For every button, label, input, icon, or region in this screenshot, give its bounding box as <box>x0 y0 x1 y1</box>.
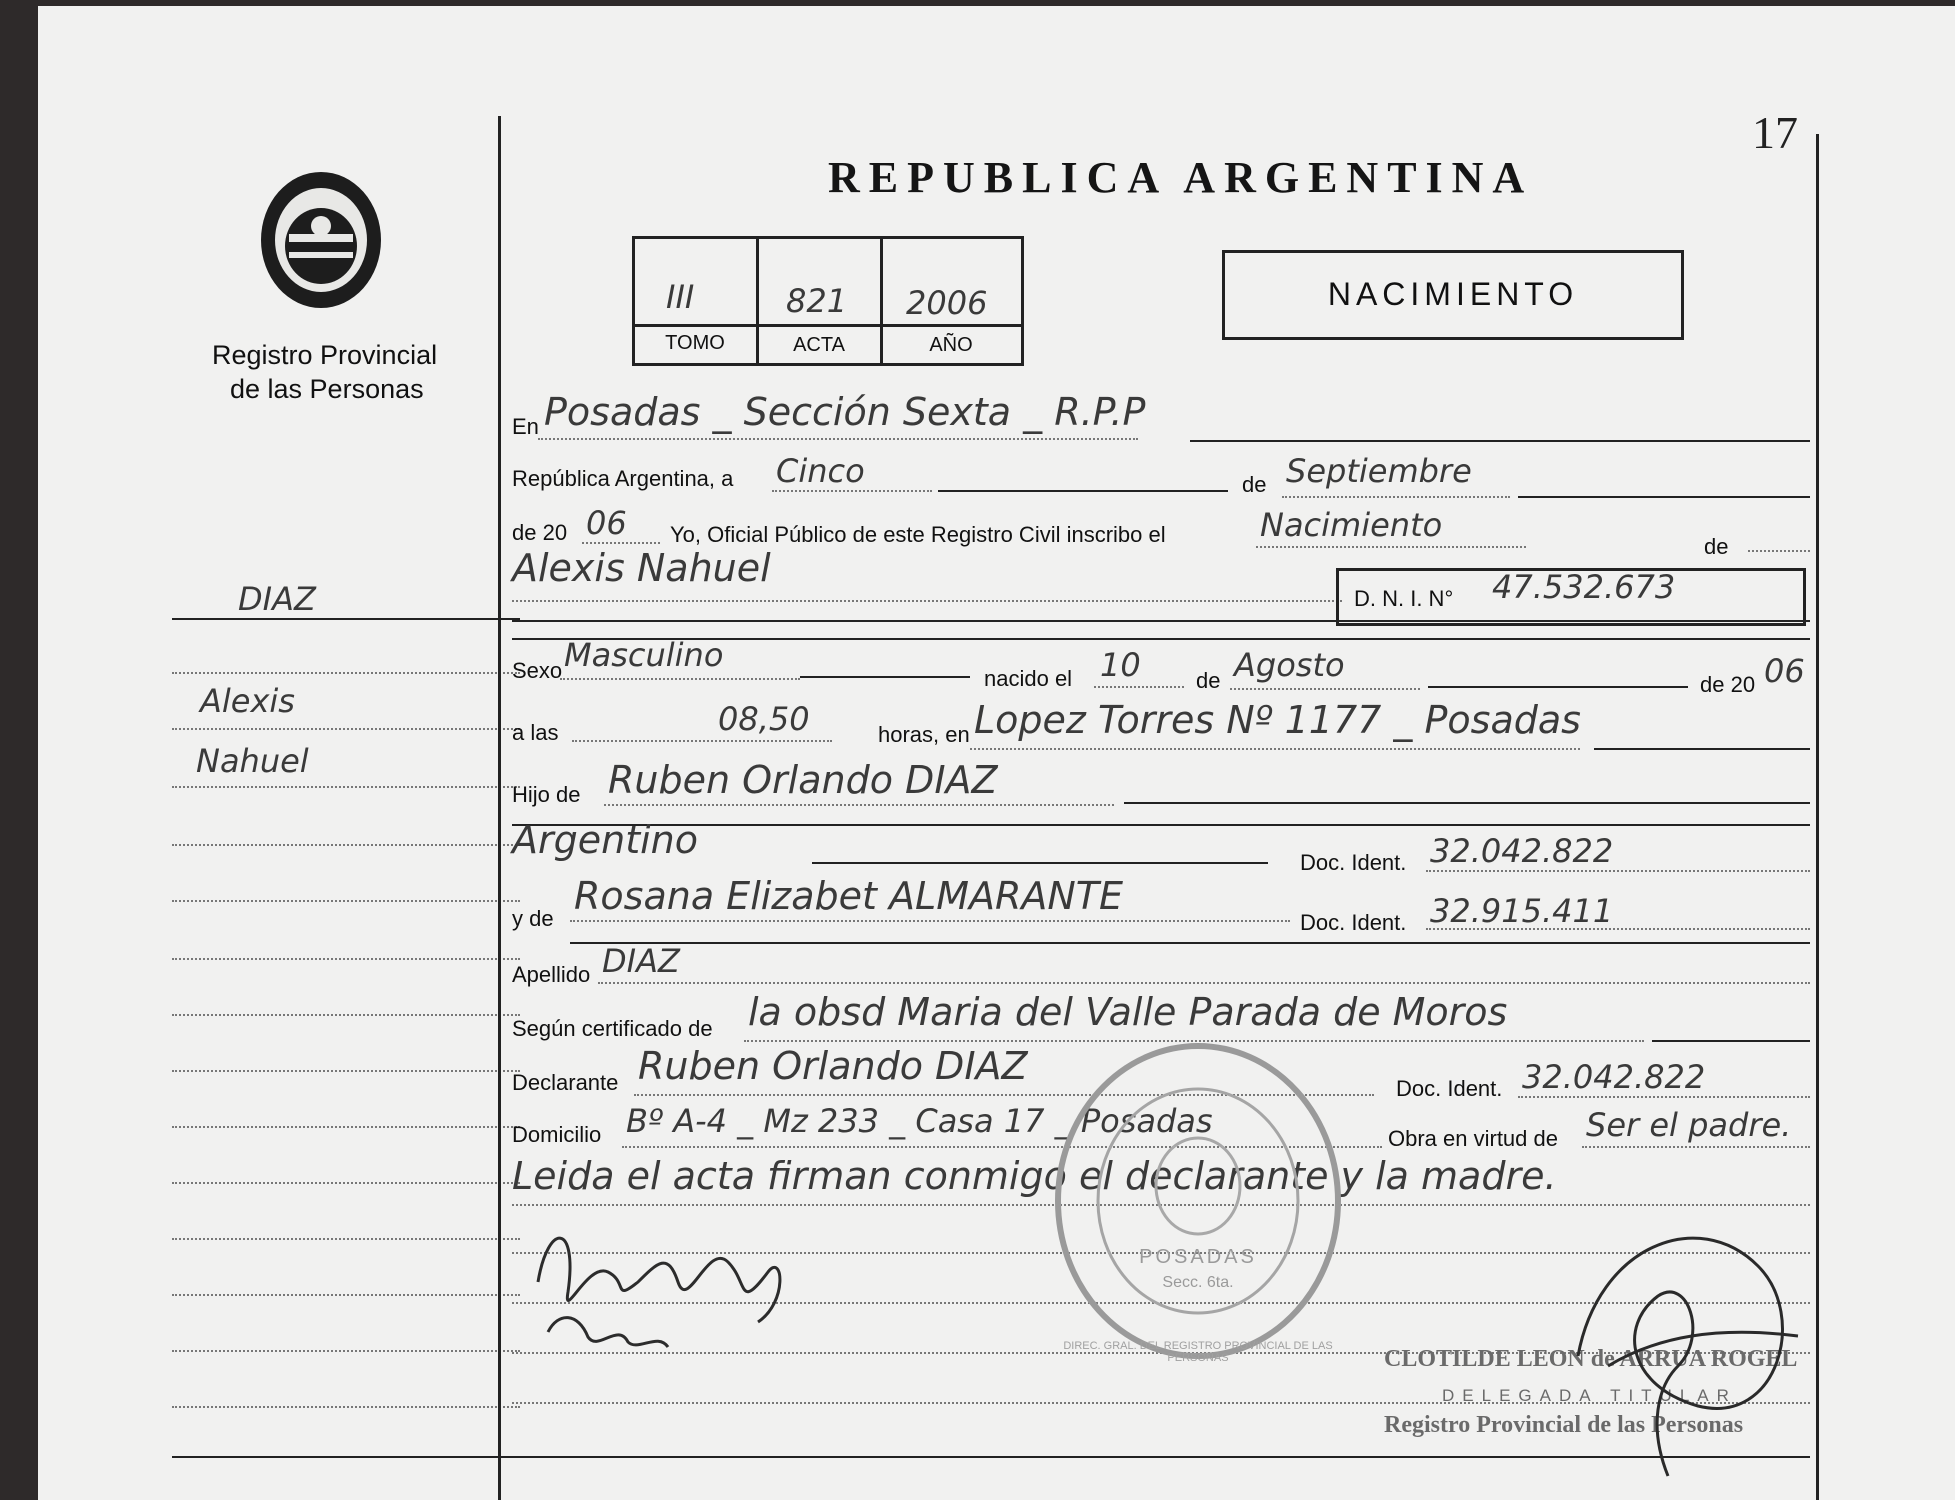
official-stamp <box>1048 1036 1348 1366</box>
yde-label: y de <box>512 906 554 931</box>
signature-left-icon <box>518 1202 818 1362</box>
solid-line <box>800 676 970 678</box>
margin-line <box>172 1456 520 1458</box>
dotted-line <box>512 600 1342 602</box>
dotted-line <box>1282 496 1510 498</box>
dotted-line <box>560 678 800 680</box>
margin-dotted-line <box>172 728 520 730</box>
mother-value: Rosana Elizabet ALMARANTE <box>574 874 1124 918</box>
margin-surname: DIAZ <box>238 580 316 618</box>
official-office: Registro Provincial de las Personas <box>1384 1412 1744 1438</box>
margin-dotted-line <box>172 1182 520 1184</box>
margin-dotted-line <box>172 672 520 674</box>
anio-label: AÑO <box>929 334 973 356</box>
dotted-line <box>1426 870 1810 872</box>
de-label: de <box>1242 472 1267 497</box>
page-number: 17 <box>1752 107 1798 158</box>
oficial-label: Yo, Oficial Público de este Registro Civil inscribo el <box>670 522 1166 547</box>
stamp-icon <box>1048 1036 1348 1366</box>
hijo-label: Hijo de <box>512 782 581 807</box>
tomo-value: III <box>666 278 695 316</box>
de-label-3: de <box>1196 668 1221 693</box>
record-type-label: NACIMIENTO <box>1327 276 1579 312</box>
dotted-line <box>1256 546 1526 548</box>
day-value: Cinco <box>776 452 865 490</box>
stamp-center-line2: Secc. 6ta. <box>1162 1274 1234 1291</box>
sex-value: Masculino <box>564 636 724 674</box>
horas-label: horas, en <box>878 722 970 747</box>
father-value: Ruben Orlando DIAZ <box>608 758 998 802</box>
margin-dotted-line <box>172 1126 520 1128</box>
acta-label: ACTA <box>793 334 845 356</box>
republica-label: República Argentina, a <box>512 466 734 491</box>
margin-dotted-line <box>172 958 520 960</box>
declarante-label: Declarante <box>512 1070 619 1095</box>
dotted-line <box>1748 550 1810 552</box>
dotted-line <box>1230 688 1420 690</box>
anio-value: 2006 <box>906 284 988 322</box>
dotted-line <box>1426 928 1810 930</box>
dotted-line <box>1094 686 1184 688</box>
birth-day-value: 10 <box>1100 646 1141 684</box>
doc-label-father: Doc. Ident. <box>1300 850 1407 875</box>
dotted-line <box>598 982 1810 984</box>
declarant-value: Ruben Orlando DIAZ <box>638 1044 1028 1088</box>
birth-place-value: Lopez Torres Nº 1177 _ Posadas <box>974 698 1581 742</box>
nacido-label: nacido el <box>984 666 1073 691</box>
registry-name-line2: de las Personas <box>230 374 424 404</box>
margin-dotted-line <box>172 1070 520 1072</box>
stamp-ring-text: DIREC. GRAL. DEL REGISTRO PROVINCIAL DE LAS PERSONAS <box>1063 1340 1333 1364</box>
dotted-line <box>582 542 660 544</box>
de20-label-2: de 20 <box>1700 672 1756 697</box>
solid-line <box>512 620 1810 622</box>
hour-value: 08,50 <box>718 700 810 738</box>
frame-left-rule <box>498 116 501 1500</box>
document-page <box>38 6 1955 1500</box>
year-suffix: 06 <box>586 504 627 542</box>
solid-line <box>570 942 1810 944</box>
solid-line <box>512 824 1810 826</box>
tomo-label: TOMO <box>665 332 725 354</box>
solid-line <box>1124 802 1810 804</box>
obra-label: Obra en virtud de <box>1388 1126 1558 1151</box>
alas-label: a las <box>512 720 559 745</box>
de20-label: de 20 <box>512 520 568 545</box>
solid-line <box>812 862 1268 864</box>
birth-year-suffix: 06 <box>1764 652 1805 690</box>
declarant-doc-value: 32.042.822 <box>1522 1058 1706 1096</box>
dni-label: D. N. I. N° <box>1354 586 1454 611</box>
solid-line <box>938 490 1228 492</box>
dotted-line <box>538 438 1138 440</box>
margin-dotted-line <box>172 1350 520 1352</box>
province-seal-icon <box>256 168 386 318</box>
registry-name-line1: Registro Provincial <box>212 340 438 370</box>
capacity-value: Ser el padre. <box>1586 1106 1792 1144</box>
mother-doc-value: 32.915.411 <box>1430 892 1614 930</box>
stamp-center-line1: POSADAS <box>1139 1246 1257 1268</box>
margin-dotted-line <box>172 786 520 788</box>
solid-line <box>1428 686 1688 688</box>
margin-dotted-line <box>172 844 520 846</box>
margin-line <box>172 618 520 620</box>
dotted-line <box>1582 1146 1810 1148</box>
dotted-line <box>772 490 932 492</box>
box-divider <box>632 324 1022 327</box>
address-value: Bº A-4 _ Mz 233 _ Casa 17 _ Posadas <box>626 1102 1213 1140</box>
declarant-signature <box>518 1202 818 1362</box>
certificate-value: la obsd Maria del Valle Parada de Moros <box>748 990 1508 1034</box>
solid-line <box>1190 440 1810 442</box>
margin-dotted-line <box>172 1406 520 1408</box>
doc-label-declarant: Doc. Ident. <box>1396 1076 1503 1101</box>
doc-label-mother: Doc. Ident. <box>1300 910 1407 935</box>
father-nationality-value: Argentino <box>512 818 698 862</box>
margin-dotted-line <box>172 900 520 902</box>
official-role: DELEGADA TITULAR <box>1442 1386 1737 1405</box>
en-label: En <box>512 414 539 439</box>
solid-line <box>1518 496 1810 498</box>
birth-month-value: Agosto <box>1234 646 1345 684</box>
child-names-value: Alexis Nahuel <box>512 546 771 590</box>
solid-line <box>1652 1040 1810 1042</box>
dotted-line <box>604 804 1114 806</box>
margin-name2: Nahuel <box>196 742 309 780</box>
official-name: CLOTILDE LEON de ARRUA ROGEL <box>1384 1346 1798 1372</box>
surname-value: DIAZ <box>602 942 680 980</box>
signature-right-icon <box>1538 1206 1818 1486</box>
sexo-label: Sexo <box>512 658 563 683</box>
margin-dotted-line <box>172 1294 520 1296</box>
margin-name1: Alexis <box>200 682 295 720</box>
month-value: Septiembre <box>1286 452 1472 490</box>
signature-left-text: Rubén Díaz <box>538 1282 544 1283</box>
margin-dotted-line <box>172 1238 520 1240</box>
place-value: Posadas _ Sección Sexta _ R.P.P <box>544 390 1146 434</box>
segun-label: Según certificado de <box>512 1016 713 1041</box>
country-title: REPUBLICA ARGENTINA <box>828 153 1534 202</box>
domicilio-label: Domicilio <box>512 1122 602 1147</box>
solid-line <box>1594 748 1810 750</box>
dotted-line <box>1518 1096 1810 1098</box>
apellido-label: Apellido <box>512 962 591 987</box>
dotted-line <box>570 920 1290 922</box>
dotted-line <box>970 748 1580 750</box>
dni-value: 47.532.673 <box>1492 568 1676 606</box>
de-label-2: de <box>1704 534 1729 559</box>
act-kind-value: Nacimiento <box>1260 506 1443 544</box>
province-seal <box>256 168 386 318</box>
margin-dotted-line <box>172 1014 520 1016</box>
father-doc-value: 32.042.822 <box>1430 832 1614 870</box>
dotted-line <box>572 740 832 742</box>
reading-value: Leida el acta firman conmigo el declarante y la madre. <box>512 1154 1557 1198</box>
official-signature <box>1538 1206 1818 1486</box>
acta-value: 821 <box>786 282 848 320</box>
